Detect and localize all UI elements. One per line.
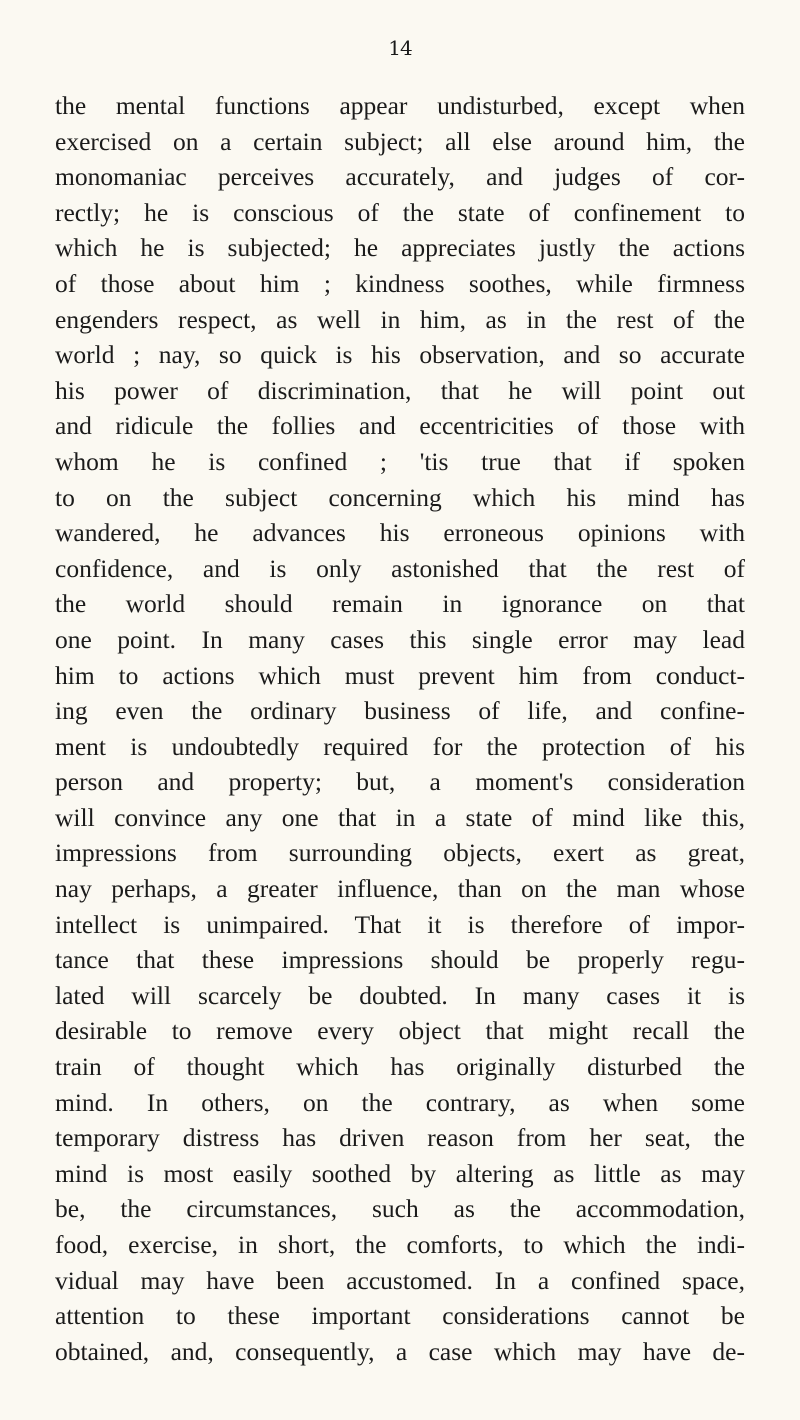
text-line: the mental functions appear undisturbed, except when [55, 91, 745, 120]
text-line: the world should remain in ignorance on that [55, 589, 745, 619]
text-line: of those about him ; kindness soothes, while firmness [55, 268, 745, 298]
text-line: ment is undoubtedly required for the protection of his [55, 731, 745, 761]
text-line: lated will scarcely be doubted. In many cases it is [55, 980, 745, 1010]
text-line: his power of discrimination, that he will point out [55, 375, 745, 405]
text-line: exercised on a certain subject; all else around him, the [55, 126, 745, 156]
text-line: food, exercise, in short, the comforts, to which the indi- [55, 1230, 745, 1259]
text-line: desirable to remove every object that might recall the [55, 1016, 745, 1046]
text-line: one point. In many cases this single error may lead [55, 624, 745, 654]
text-line: monomaniac perceives accurately, and judges of cor- [55, 162, 745, 192]
text-line: rectly; he is conscious of the state of confinement to [55, 197, 745, 227]
text-line: to on the subject concerning which his mind has [55, 482, 745, 512]
text-line: be, the circumstances, such as the accommodation, [55, 1194, 745, 1224]
text-line: temporary distress has driven reason from her seat, the [55, 1123, 745, 1153]
text-line: engenders respect, as well in him, as in the rest of the [55, 304, 745, 334]
text-line: attention to these important considerations cannot be [55, 1301, 745, 1331]
text-line: mind. In others, on the contrary, as when some [55, 1087, 745, 1117]
text-line: confidence, and is only astonished that the rest of [55, 553, 745, 583]
text-line: mind is most easily soothed by altering as little as may [55, 1158, 745, 1188]
page-number: 14 [388, 36, 412, 60]
text-line: will convince any one that in a state of mind like this, [55, 802, 745, 832]
text-line: world ; nay, so quick is his observation, and so accurate [55, 340, 745, 370]
text-line: nay perhaps, a greater influence, than on the man whose [55, 874, 745, 904]
text-line: obtained, and, consequently, a case which may have de- [55, 1336, 745, 1366]
text-line: and ridicule the follies and eccentricities of those with [55, 411, 745, 441]
text-line: wandered, he advances his erroneous opinions with [55, 518, 745, 548]
body-text [55, 88, 745, 1369]
text-line: vidual may have been accustomed. In a confined space, [55, 1265, 745, 1295]
text-line: ing even the ordinary business of life, and confine- [55, 696, 745, 726]
text-line: him to actions which must prevent him from conduct- [55, 660, 745, 690]
text-line: impressions from surrounding objects, exert as great, [55, 838, 745, 868]
text-line: which he is subjected; he appreciates justly the actions [55, 233, 745, 263]
text-line: person and property; but, a moment's consideration [55, 767, 745, 797]
text-line: whom he is confined ; 'tis true that if spoken [55, 446, 745, 476]
text-line: tance that these impressions should be properly regu- [55, 945, 745, 975]
text-line: intellect is unimpaired. That it is therefore of impor- [55, 909, 745, 939]
text-line: train of thought which has originally disturbed the [55, 1052, 745, 1082]
